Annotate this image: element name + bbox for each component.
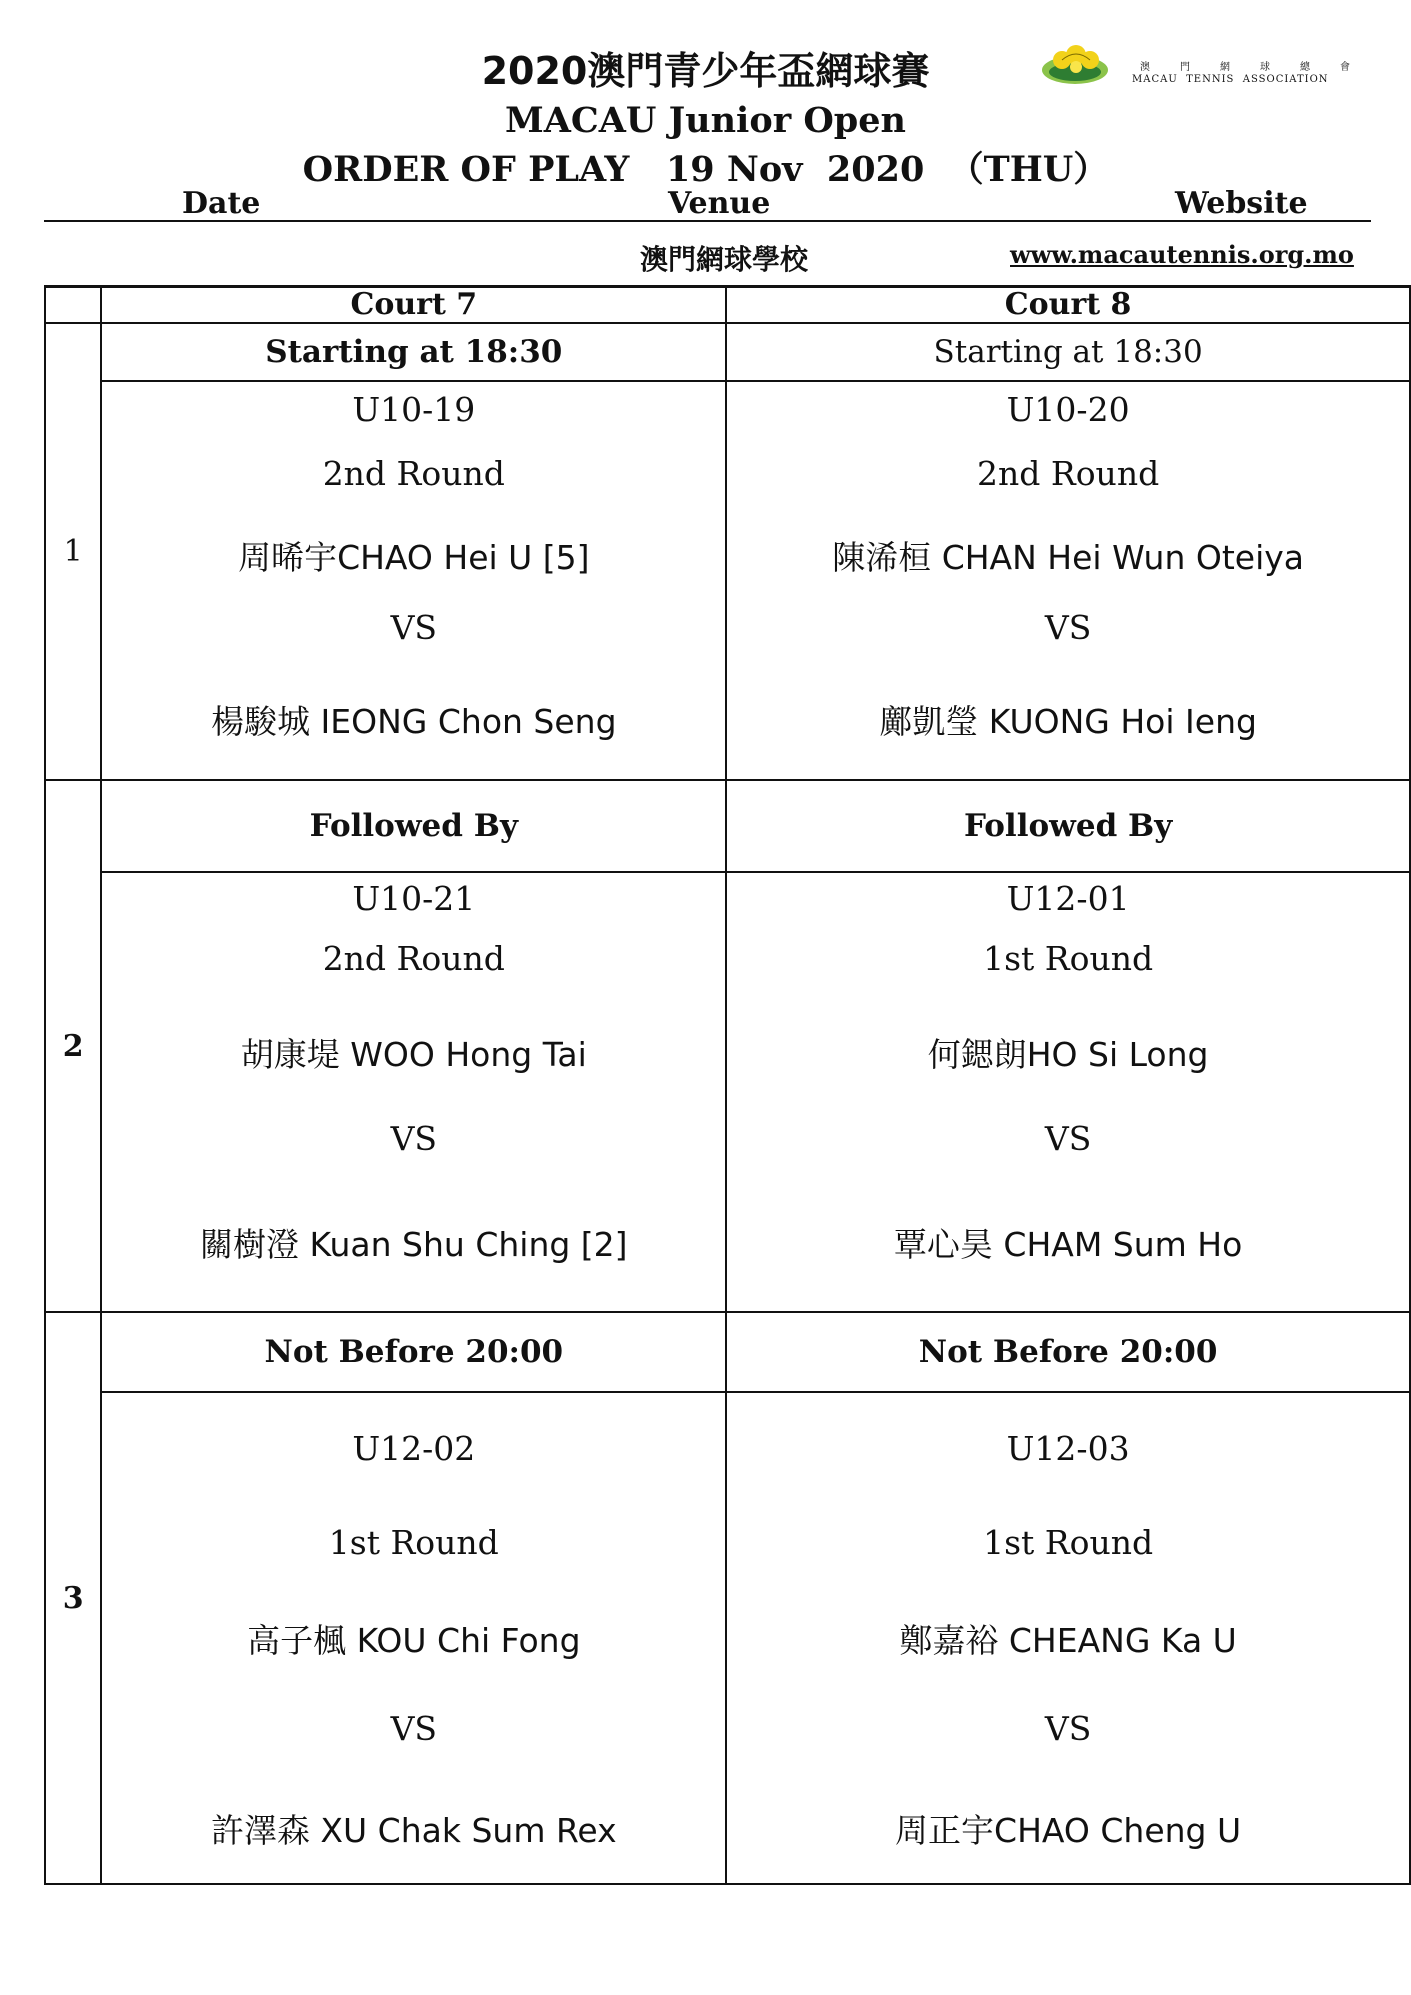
vs-label: VS: [390, 1709, 438, 1748]
association-name-english: MACAU TENNIS ASSOCIATION: [1132, 74, 1329, 85]
player-1: 鄭嘉裕 CHEANG Ka U: [899, 1621, 1237, 1660]
start-time-label: Starting at 18:30: [101, 323, 726, 381]
website-link[interactable]: www.macautennis.org.mo: [1010, 240, 1354, 269]
player-2: 覃心昊 CHAM Sum Ho: [893, 1225, 1243, 1264]
vs-label: VS: [390, 1119, 438, 1158]
match-round: 2nd Round: [976, 454, 1160, 493]
match-round: 1st Round: [983, 939, 1154, 978]
match-code: U10-21: [352, 879, 476, 918]
match-code: U12-01: [1006, 879, 1130, 918]
vs-label: VS: [1044, 1709, 1092, 1748]
start-time-label: Not Before 20:00: [101, 1312, 726, 1392]
match-round: 1st Round: [328, 1523, 499, 1562]
start-time-label: Followed By: [101, 780, 726, 872]
table-corner-cell: [45, 287, 101, 324]
order-of-play-table: [44, 285, 1411, 1885]
venue-label: Venue: [668, 186, 771, 221]
court-7-header: Court 7: [101, 287, 726, 324]
player-1: 陳浠桓 CHAN Hei Wun Oteiya: [832, 538, 1304, 577]
start-time-label: Followed By: [726, 780, 1410, 872]
slot-number: 1: [45, 323, 101, 780]
match-round: 2nd Round: [322, 939, 505, 978]
slot-number: 3: [45, 1312, 101, 1884]
match-code: U12-02: [352, 1429, 476, 1468]
match-round: 1st Round: [983, 1523, 1154, 1562]
association-name-chinese: 澳 門 網 球 總 會: [1140, 62, 1350, 73]
match-cell: [101, 1392, 726, 1884]
player-1: 高子楓 KOU Chi Fong: [247, 1621, 581, 1660]
match-cell: [726, 1392, 1410, 1884]
player-1: 周晞宇CHAO Hei U [5]: [238, 538, 590, 577]
player-2: 楊駿城 IEONG Chon Seng: [211, 702, 617, 741]
player-1: 何鍶朗HO Si Long: [927, 1035, 1209, 1074]
vs-label: VS: [1044, 1119, 1092, 1158]
court-8-header: Court 8: [726, 287, 1410, 324]
tournament-title-chinese: 2020澳門青少年盃網球賽: [481, 49, 930, 93]
match-cell: [101, 381, 726, 780]
start-time-label: Not Before 20:00: [726, 1312, 1410, 1392]
venue-name: 澳門網球學校: [640, 243, 809, 276]
vs-label: VS: [1044, 608, 1092, 647]
match-cell: [101, 872, 726, 1312]
player-2: 周正宇CHAO Cheng U: [895, 1811, 1242, 1850]
slot-number: 2: [45, 780, 101, 1312]
match-code: U10-19: [352, 390, 476, 429]
order-of-play-date: ORDER OF PLAY 19 Nov 2020 （THU）: [302, 149, 1109, 190]
start-time-label: Starting at 18:30: [726, 323, 1410, 381]
player-2: 關樹澄 Kuan Shu Ching [2]: [200, 1225, 628, 1264]
date-label: Date: [182, 186, 261, 221]
player-2: 許澤森 XU Chak Sum Rex: [210, 1811, 617, 1850]
vs-label: VS: [390, 608, 438, 647]
match-cell: [726, 381, 1410, 780]
player-1: 胡康堤 WOO Hong Tai: [240, 1035, 587, 1074]
player-2: 鄺凱瑩 KUONG Hoi Ieng: [879, 702, 1257, 741]
match-code: U12-03: [1006, 1429, 1130, 1468]
website-label: Website: [1175, 186, 1308, 221]
match-code: U10-20: [1006, 390, 1130, 429]
match-round: 2nd Round: [322, 454, 505, 493]
tournament-title-english: MACAU Junior Open: [504, 100, 906, 141]
match-cell: [726, 872, 1410, 1312]
header-divider: [44, 220, 1371, 222]
